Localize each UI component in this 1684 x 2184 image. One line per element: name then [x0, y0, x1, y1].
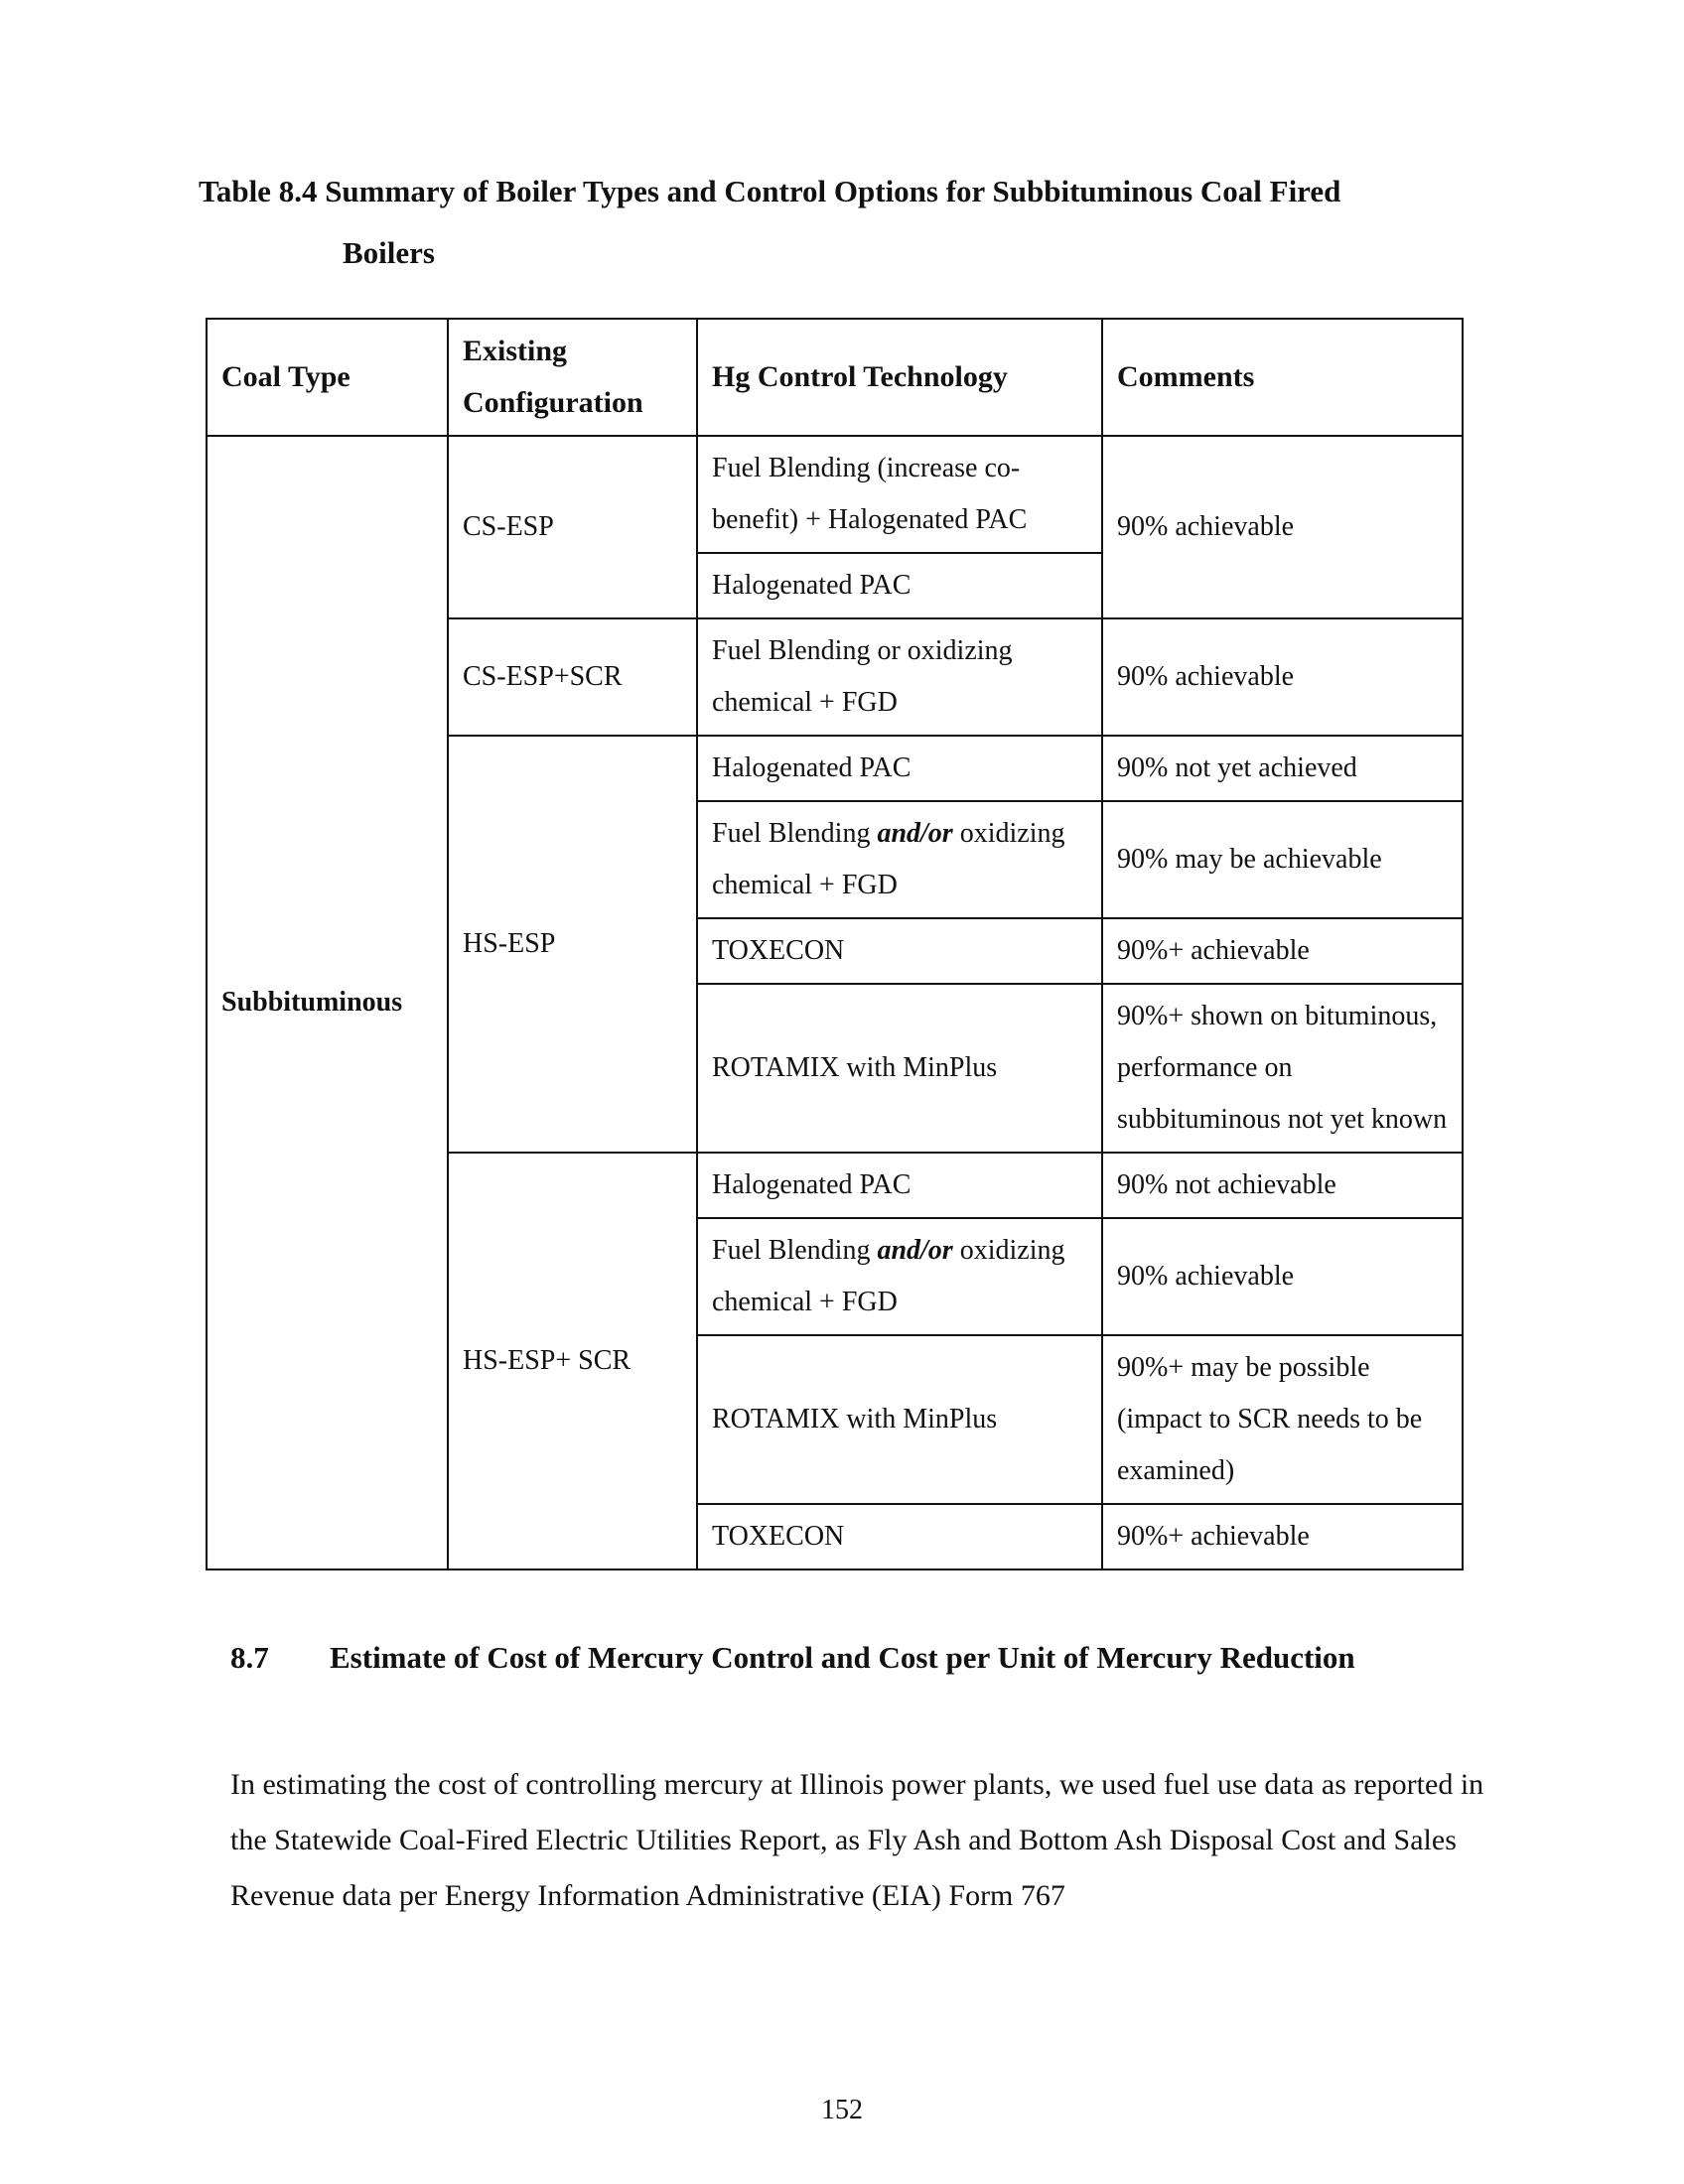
comment-cell: 90% achievable — [1102, 618, 1463, 736]
comment-cell: 90%+ achievable — [1102, 1504, 1463, 1570]
comment-cell: 90% achievable — [1102, 1218, 1463, 1335]
technology-cell: Fuel Blending or oxidizing chemical + FGD — [697, 618, 1102, 736]
boiler-summary-table — [206, 318, 1464, 1570]
technology-cell: Halogenated PAC — [697, 736, 1102, 801]
technology-cell: Fuel Blending and/or oxidizing chemical + FGD — [697, 801, 1102, 918]
page-number: 152 — [821, 2095, 863, 2125]
comment-cell: 90% may be achievable — [1102, 801, 1463, 918]
configuration-cell: CS-ESP — [448, 436, 697, 618]
table-caption-line2: Boilers — [343, 235, 435, 270]
comment-cell: 90%+ achievable — [1102, 918, 1463, 984]
technology-cell: Halogenated PAC — [697, 1153, 1102, 1218]
configuration-cell: HS-ESP — [448, 736, 697, 1153]
comment-cell: 90% achievable — [1102, 436, 1463, 618]
header-coal-type: Coal Type — [207, 319, 448, 436]
configuration-cell: CS-ESP+SCR — [448, 618, 697, 736]
section-title: Estimate of Cost of Mercury Control and Cost per Unit of Mercury Reduction — [330, 1640, 1355, 1675]
table-header-row — [207, 319, 1463, 436]
technology-cell: ROTAMIX with MinPlus — [697, 1335, 1102, 1504]
technology-cell: TOXECON — [697, 1504, 1102, 1570]
technology-cell: ROTAMIX with MinPlus — [697, 984, 1102, 1153]
technology-cell: Halogenated PAC — [697, 553, 1102, 618]
comment-cell: 90% not achievable — [1102, 1153, 1463, 1218]
header-technology: Hg Control Technology — [697, 319, 1102, 436]
technology-cell: Fuel Blending and/or oxidizing chemical + FGD — [697, 1218, 1102, 1335]
table-caption-line1: Table 8.4 Summary of Boiler Types and Control Options for Subbituminous Coal Fired — [199, 174, 1341, 208]
section-heading — [230, 1640, 1355, 1676]
section-number: 8.7 — [230, 1640, 269, 1675]
comment-cell: 90%+ shown on bituminous, performance on subbituminous not yet known — [1102, 984, 1463, 1153]
body-paragraph: In estimating the cost of controlling mercury at Illinois power plants, we used fuel use data as reported in the Statewide Coal-Fired Electric Utilities Report, as Fly Ash and Bottom Ash Disposal Cost and Sales Revenue data per Energy Information Administrative (EIA) Form 767 — [230, 1768, 1484, 1912]
technology-cell: TOXECON — [697, 918, 1102, 984]
coal-type-cell: Subbituminous — [207, 436, 448, 1570]
configuration-cell: HS-ESP+ SCR — [448, 1153, 697, 1570]
table-row — [207, 436, 1463, 553]
table-caption — [199, 161, 1489, 284]
comment-cell: 90%+ may be possible (impact to SCR needs to be examined) — [1102, 1335, 1463, 1504]
header-configuration: Existing Configuration — [448, 319, 697, 436]
comment-cell: 90% not yet achieved — [1102, 736, 1463, 801]
header-comments: Comments — [1102, 319, 1463, 436]
technology-cell: Fuel Blending (increase co-benefit) + Halogenated PAC — [697, 436, 1102, 553]
